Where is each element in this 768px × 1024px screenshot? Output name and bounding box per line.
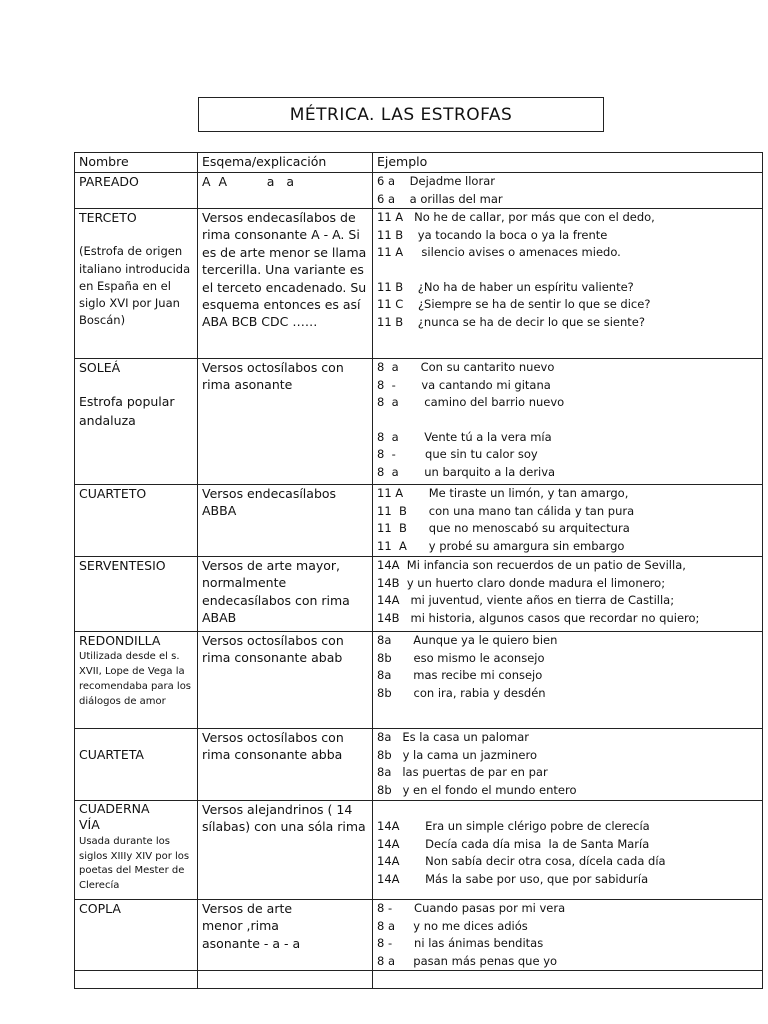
strophe-scheme: Versos octosílabos con rima consonante abab <box>198 632 373 729</box>
verse-line: 14A Mi infancia son recuerdos de un patio de Sevilla, <box>377 558 686 572</box>
verse-line: 11 B ¿nunca se ha de decir lo que se siente? <box>377 314 645 329</box>
empty-cell <box>198 971 373 989</box>
strophe-name-cell <box>75 801 198 900</box>
verse-line: 6 a a orillas del mar <box>377 191 503 206</box>
table-row <box>75 209 763 359</box>
verse-line: 8 a Vente tú a la vera mía <box>377 429 552 444</box>
strophe-note: Utilizada desde el s. XVII, Lope de Vega la recomendaba para los diálogos de amor <box>79 651 192 707</box>
verse-line: 8 a pasan más penas que yo <box>377 953 558 968</box>
strophe-name: PAREADO <box>75 173 198 209</box>
strophe-name: CUARTETA <box>79 747 144 762</box>
verse-line: 8 a un barquito a la deriva <box>377 464 556 479</box>
verse-line: 8 - que sin tu calor soy <box>377 447 538 461</box>
strophe-note: (Estrofa de origen italiano introducida en España en el siglo XVI por Juan Boscán) <box>79 244 191 328</box>
strophe-example <box>373 900 763 971</box>
strophe-name-cell <box>75 359 198 485</box>
verse-line: 14B y un huerto claro donde madura el limonero; <box>377 575 666 590</box>
verse-line: 14A Más la sabe por uso, que por sabiduría <box>377 871 649 886</box>
verse-line: 14A Non sabía decir otra cosa, dícela cada día <box>377 854 666 868</box>
verse-line: 8b con ira, rabia y desdén <box>377 685 546 700</box>
strophe-name: TERCETO <box>79 210 137 225</box>
verse-line: 14B mi historia, algunos casos que recordar no quiero; <box>377 610 700 625</box>
verse-line: 8b y la cama un jazminero <box>377 747 538 762</box>
table-row <box>75 801 763 900</box>
strophe-name: SERVENTESIO <box>75 557 198 632</box>
verse-line: 11 A y probé su amargura sin embargo <box>377 538 625 553</box>
verse-line: 11 B que no menoscabó su arquitectura <box>377 521 630 535</box>
strophe-name: CUADERNA VÍA <box>79 801 150 833</box>
verse-line: 8b eso mismo le aconsejo <box>377 650 545 665</box>
table-row <box>75 632 763 729</box>
table-row <box>75 173 763 209</box>
table-row <box>75 900 763 971</box>
strophe-name-cell <box>75 729 198 801</box>
verse-line: 8a Aunque ya le quiero bien <box>377 633 558 647</box>
strophe-scheme: Versos de arte mayor, normalmente endecasílabos con rima ABAB <box>198 557 373 632</box>
verse-line: 8a Es la casa un palomar <box>377 730 529 744</box>
verse-line: 8a mas recibe mi consejo <box>377 668 543 682</box>
strophe-note: Estrofa popular andaluza <box>79 394 175 428</box>
table-row <box>75 557 763 632</box>
verse-line: 11 A No he de callar, por más que con el dedo, <box>377 210 655 224</box>
table-row <box>75 359 763 485</box>
verse-line: 8 a camino del barrio nuevo <box>377 395 565 409</box>
verse-line: 8 - va cantando mi gitana <box>377 377 551 392</box>
verse-line: 8 - Cuando pasas por mi vera <box>377 901 566 915</box>
strophe-example <box>373 485 763 557</box>
strophe-example <box>373 209 763 359</box>
strophe-scheme: Versos endecasílabos de rima consonante A - A. Si es de arte menor se llama tercerilla. Una variante es el terceto encadenado. Su esquema entonces es así ABA BCB CDC …… <box>198 209 373 359</box>
verse-line: 11 B con una mano tan cálida y tan pura <box>377 503 635 518</box>
strophe-name-cell <box>75 632 198 729</box>
strophe-note: Usada durante los siglos XIIIy XIV por los poetas del Mester de Clerecía <box>79 835 190 892</box>
strophe-example <box>373 632 763 729</box>
strophe-name: REDONDILLA <box>79 633 161 648</box>
strophe-example <box>373 557 763 632</box>
verse-line: 8 a Con su cantarito nuevo <box>377 360 555 374</box>
empty-row <box>75 971 763 989</box>
strophe-scheme: Versos alejandrinos ( 14 sílabas) con una sóla rima <box>198 801 373 900</box>
strophe-scheme: Versos octosílabos con rima consonante abba <box>198 729 373 801</box>
verse-line: 11 A silencio avises o amenaces miedo. <box>377 245 621 259</box>
empty-cell <box>75 971 198 989</box>
strophe-example <box>373 359 763 485</box>
strophe-scheme: Versos de arte menor ,rima asonante - a - a <box>198 900 373 971</box>
header-row <box>75 153 763 173</box>
verse-line: 14A Decía cada día misa la de Santa María <box>377 836 650 851</box>
verse-line: 11 B ya tocando la boca o ya la frente <box>377 227 608 242</box>
verse-line: 8b y en el fondo el mundo entero <box>377 782 577 797</box>
verse-line: 6 a Dejadme llorar <box>377 174 495 188</box>
verse-line: 8 - ni las ánimas benditas <box>377 936 544 950</box>
table-row <box>75 729 763 801</box>
table-row <box>75 485 763 557</box>
header-nombre: Nombre <box>75 153 198 173</box>
header-ejemplo: Ejemplo <box>373 153 763 173</box>
empty-cell <box>373 971 763 989</box>
verse-line: 11 C ¿Siempre se ha de sentir lo que se dice? <box>377 297 651 311</box>
strophe-scheme: Versos octosílabos con rima asonante <box>198 359 373 485</box>
strophe-scheme: Versos endecasílabos ABBA <box>198 485 373 557</box>
strophe-example <box>373 801 763 900</box>
verse-line: 8 a y no me dices adiós <box>377 918 528 933</box>
strophe-name: CUARTETO <box>75 485 198 557</box>
page-title: MÉTRICA. LAS ESTROFAS <box>198 97 604 132</box>
verse-line: 14A Era un simple clérigo pobre de clerecía <box>377 819 650 833</box>
strophe-name: COPLA <box>75 900 198 971</box>
strophe-example <box>373 729 763 801</box>
strophe-name-cell <box>75 209 198 359</box>
strophe-name: SOLEÁ <box>79 360 121 375</box>
verse-line: 14A mi juventud, viente años en tierra de Castilla; <box>377 593 675 607</box>
verse-line: 8a las puertas de par en par <box>377 765 548 779</box>
strophe-example <box>373 173 763 209</box>
verse-line: 11 B ¿No ha de haber un espíritu valiente? <box>377 279 634 294</box>
header-esquema: Esqema/explicación <box>198 153 373 173</box>
verse-line: 11 A Me tiraste un limón, y tan amargo, <box>377 486 629 500</box>
strophes-table <box>74 152 763 989</box>
strophe-scheme: A A a a <box>198 173 373 209</box>
